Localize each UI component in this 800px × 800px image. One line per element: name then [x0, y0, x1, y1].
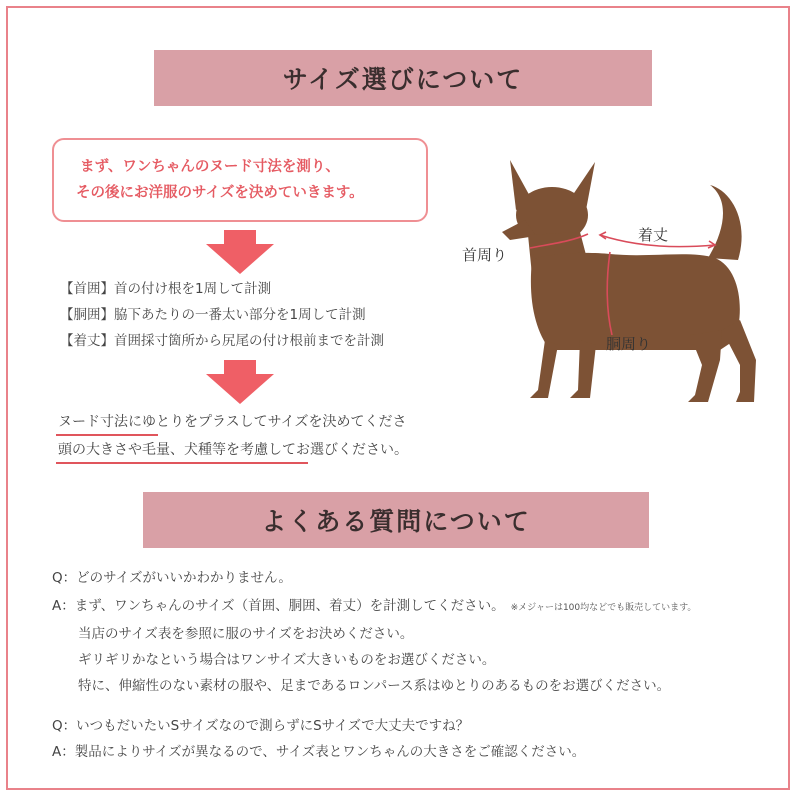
measurement-neck: 【首囲】首の付け根を1周して計測: [60, 281, 272, 297]
measurement-length: 【着丈】首囲採寸箇所から尻尾の付け根前までを計測: [60, 333, 384, 349]
neck-label: 首周り: [462, 246, 508, 264]
faq-answer: A：製品によりサイズが異なるので、サイズ表とワンちゃんの大きさをご確認ください。: [52, 744, 586, 760]
measure-first-callout: まず、ワンちゃんのヌード寸法を測り、 その後にお洋服のサイズを決めていきます。: [52, 138, 428, 222]
down-arrow-icon: [206, 230, 274, 274]
faq-answer-note: ※メジャーは100均などでも販売しています。: [510, 603, 697, 613]
faq-question: Q：どのサイズがいいかわかりません。: [52, 570, 292, 586]
faq-answer: A：まず、ワンちゃんのサイズ（首囲、胴囲、着丈）を計測してください。 ※メジャーは100均などでも販売しています。: [52, 598, 697, 614]
measurement-instructions: [60, 276, 384, 354]
down-arrow-icon: [206, 360, 274, 404]
underline: [56, 462, 308, 464]
sizing-advice: [58, 410, 408, 466]
dog-silhouette-icon: [440, 140, 780, 410]
underline: [56, 434, 158, 436]
sizing-advice-line: ヌード寸法にゆとりをプラスしてサイズを決めてくださ: [58, 410, 408, 438]
faq-title: よくある質問について: [143, 492, 649, 548]
faq-answer-line: 特に、伸縮性のない素材の服や、足まであるロンパース系はゆとりのあるものをお選びください。: [78, 678, 671, 694]
sizing-advice-line: 頭の大きさや毛量、犬種等を考慮してお選びください。: [58, 438, 408, 466]
size-guide-title: サイズ選びについて: [154, 50, 652, 106]
faq-answer-line: ギリギリかなという場合はワンサイズ大きいものをお選びください。: [78, 652, 496, 668]
faq-answer-line: 当店のサイズ表を参照に服のサイズをお決めください。: [78, 626, 414, 642]
dog-measurement-diagram: [440, 140, 780, 410]
chest-label: 胴周り: [606, 335, 652, 353]
length-label: 着丈: [638, 226, 669, 244]
measurement-chest: 【胴囲】脇下あたりの一番太い部分を1周して計測: [60, 307, 366, 323]
faq-question: Q：いつもだいたいSサイズなので測らずにSサイズで大丈夫ですね？: [52, 718, 470, 734]
